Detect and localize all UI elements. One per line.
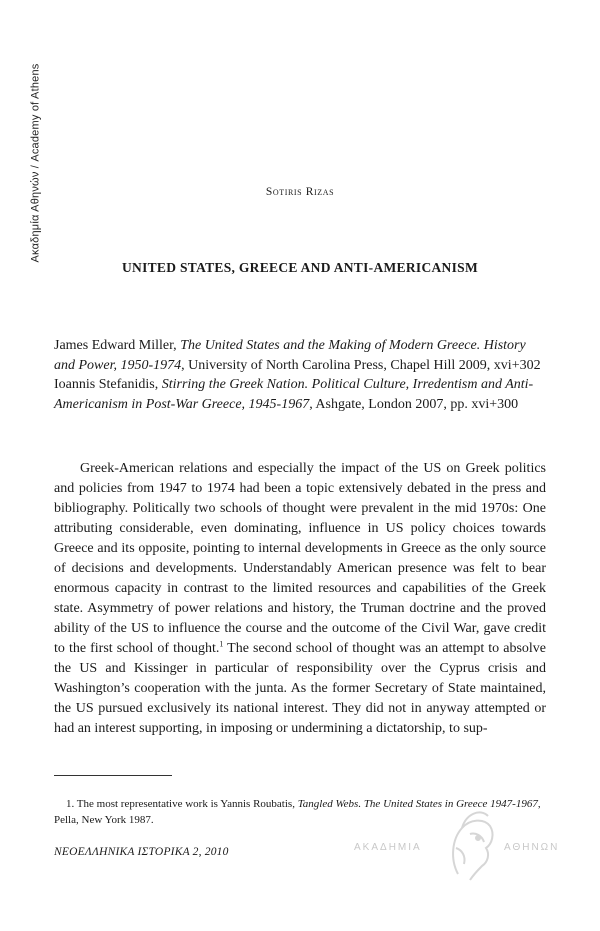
- body-text: Greek-American relations and especially the impact of the US on Greek politics and policies from 1947 to 1974 had been a topic extensively debated in the press and bibliography. Politically two schools of thought were prevalent in the mid 1970s: One attributing considerable, even dominating, influence in US policy choices towards Greece and its opposite, pointing to internal developments in Greece as the only source of decisions and developments. Understandably American presence was felt to bear enormous capacity in contrast to the limited resources and capabilities of the Greek state. Asymmetry of power relations and history, the Truman doctrine and the proved ability of the US to influence the course and the outcome of the Civil War, gave credit to the first school of thought.: [54, 461, 546, 656]
- book-author: James Edward Miller,: [54, 338, 181, 353]
- article-author: Sotiris Rizas: [265, 186, 335, 198]
- book-publication: , Ashgate, London 2007, pp. xvi+300: [309, 396, 519, 412]
- body-paragraph: [54, 459, 546, 739]
- reviewed-books: [54, 336, 546, 414]
- footnote-text: 1. The most representative work is Yannis Roubatis,: [66, 798, 298, 810]
- athena-head-icon: [440, 804, 500, 884]
- book-title: Stirring the Greek Nation. Political Culture, Irredentism and Anti-Americanism in Post-War Greece, 1945-1967: [54, 377, 534, 412]
- book-reference: [54, 375, 546, 414]
- footnote-work-title: Tangled Webs. The United States in Greece 1947-1967: [297, 798, 538, 810]
- journal-footer: ΝΕΟΕΛΛΗΝΙΚΑ ΙΣΤΟΡΙΚΑ 2, 2010: [54, 846, 229, 858]
- book-reference: [54, 336, 546, 375]
- footnote-marker: 1: [219, 639, 224, 649]
- footnote-divider: [54, 775, 172, 776]
- watermark-text-right: ΑΘΗΝΩΝ: [504, 842, 560, 853]
- article-title: UNITED STATES, GREECE AND ANTI-AMERICANISM: [121, 260, 479, 275]
- footnote-text: , Pella, New York 1987.: [54, 798, 541, 826]
- book-author: Ioannis Stefanidis,: [54, 377, 162, 393]
- archive-stamp-text: Ακαδημία Αθηνών / Academy of Athens: [29, 63, 42, 263]
- academy-watermark: [340, 800, 570, 890]
- archive-stamp: [28, 48, 42, 278]
- body-text: The second school of thought was an attempt to absolve the US and Kissinger in particular of responsibility over the Cyprus crisis and Washington’s cooperation with the junta. As the former Secretary of State maintained, the US pursued exclusively its national interest. They did not in anyway attempted or had an interest supporting, in imposing or undermining a dictatorship, to sup-: [54, 641, 546, 736]
- book-title: The United States and the Making of Modern Greece. History and Power, 1950-1974: [54, 338, 526, 373]
- book-publication: , University of North Carolina Press, Chapel Hill 2009, xvi+302: [181, 357, 541, 373]
- watermark-text-left: ΑΚΑΔΗΜΙΑ: [354, 842, 422, 853]
